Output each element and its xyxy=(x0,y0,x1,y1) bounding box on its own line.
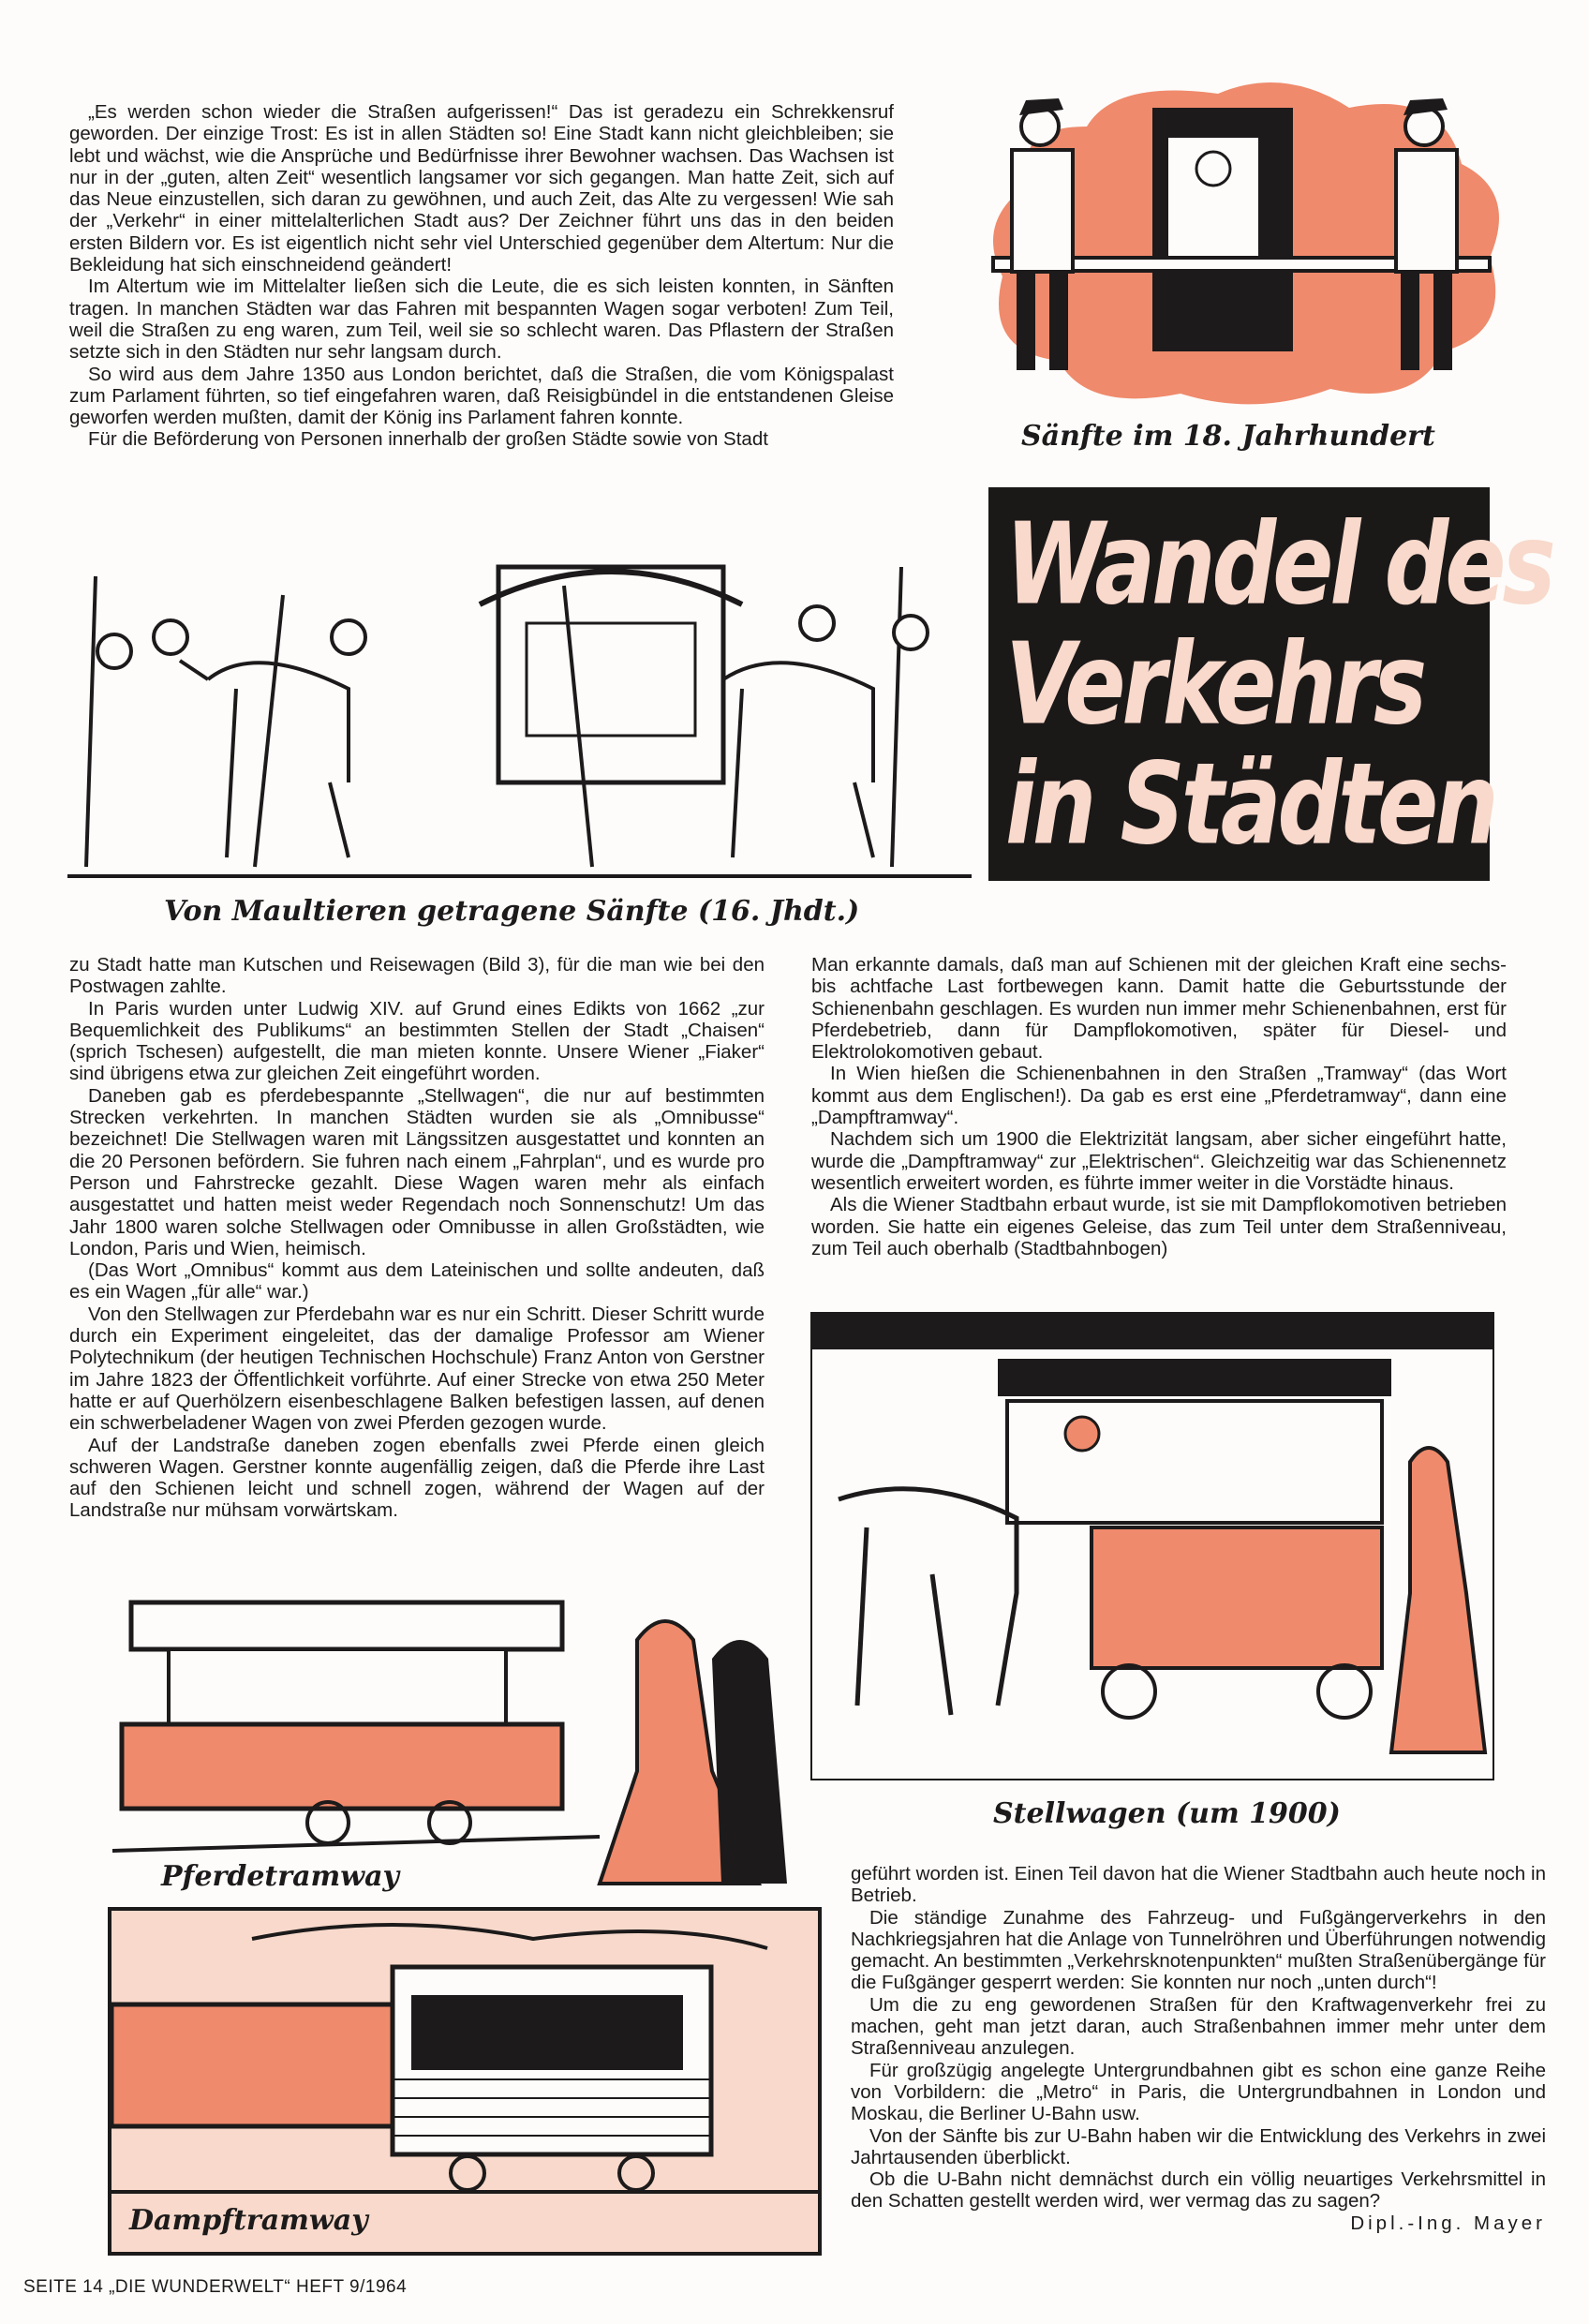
mule-sedan-illustration xyxy=(67,548,972,886)
paragraph: geführt worden ist. Einen Teil davon hat die Wiener Stadtbahn auch heute noch in Betrieb. xyxy=(851,1863,1546,1907)
paragraph: Die ständige Zunahme des Fahrzeug- und Fußgängerverkehrs in den Nachkriegsjahren hat die Anlage von Tunnelröhren und Überführungen notwendig gemacht. An bestimmten „Verkehrsknotenpunkten“ mußten Straßenübergänge für die Fußgänger gesperrt werden: Sie konnten nur noch „unten durch“! xyxy=(851,1906,1546,1994)
paragraph: Daneben gab es pferdebespannte „Stellwagen“, die nur auf bestimmten Strecken verkehrten. In manchen Städten wurden sie als „Omnibusse“ bezeichnet! Die Stellwagen waren mit Längssitzen ausgestattet und konnten an die 20 Personen befördern. Sie fuhren nach einem „Fahrplan“, und es wurde pro Person und Fahrstrecke gezahlt. Diese Wagen waren mehr als einfach ausgestattet und hatten meist weder Regendach noch Sonnenschutz! Um das Jahr 1800 waren solche Stellwagen oder Omnibusse in allen Großstädten, wie London, Paris und Wien, heimisch. xyxy=(69,1084,765,1259)
caption-dampftramway: Dampftramway xyxy=(129,2204,368,2237)
paragraph: Für die Beförderung von Personen innerhalb der großen Städte sowie von Stadt xyxy=(88,428,768,451)
paragraph: Für großzügig angelegte Untergrundbahnen gibt es schon eine ganze Reihe von Vorbildern: die „Metro“ in Paris, die Untergrundbahnen in London und Moskau, die Berliner U-Bahn usw. xyxy=(851,2059,1546,2125)
pferdetramway-illustration xyxy=(112,1584,824,1907)
dampftramway-illustration xyxy=(111,1911,818,2252)
title-line: Wandel des xyxy=(1005,499,1552,630)
article-title xyxy=(988,487,1552,881)
right-column-text xyxy=(811,954,1507,1259)
paragraph: In Wien hießen die Schienenbahnen in den Straßen „Tramway“ (das Wort kommt aus dem Englischen!). Da gab es erst eine „Pferdetramway“, dann eine „Dampftramway“. xyxy=(811,1063,1507,1129)
paragraph: In Paris wurden unter Ludwig XIV. auf Grund eines Edikts von 1662 „zur Bequemlichkeit des Publikums“ an bestimmten Stellen der Stadt „Chaisen“ (sprich Tschesen) aufgestellt, die man mieten konnte. Unsere Wiener „Fiaker“ sind übrigens etwa zur gleichen Zeit eingeführt worden. xyxy=(69,997,765,1085)
paragraph: Im Altertum wie im Mittelalter ließen sich die Leute, die es sich leisten konnten, in Sänften tragen. In manchen Städten war das Fahren mit bespannten Wagen sogar verboten! Zum Teil, weil die Straßen zu eng waren, zum Teil, weil sie so schlecht waren. Das Pflastern der Straßen setzte sich in den Städten nur sehr langsam durch. xyxy=(69,276,894,364)
paragraph: zu Stadt hatte man Kutschen und Reisewagen (Bild 3), für die man wie bei den Postwagen zahlte. xyxy=(69,954,765,998)
paragraph: Man erkannte damals, daß man auf Schienen mit der gleichen Kraft eine sechs- bis achtfache Last fortbewegen kann. Damit hatte die Geburtsstunde der Schienenbahn geschlagen. Es wurden nun immer mehr Schienenbahnen, erst für Pferdebetrieb, dann für Dampflokomotiven, später für Diesel- und Elektrolokomotiven gebaut. xyxy=(811,954,1507,1064)
paragraph: Von der Sänfte bis zur U-Bahn haben wir die Entwicklung des Verkehrs in zwei Jahrtausenden überblickt. xyxy=(851,2124,1546,2168)
stellwagen-illustration xyxy=(810,1312,1494,1780)
caption-stellwagen: Stellwagen (um 1900) xyxy=(993,1797,1341,1830)
page-footer: SEITE 14 „DIE WUNDERWELT“ HEFT 9/1964 xyxy=(23,2277,408,2297)
caption-pferdetramway: Pferdetramway xyxy=(161,1860,399,1893)
left-column-text xyxy=(69,954,765,1522)
paragraph: Als die Wiener Stadtbahn erbaut wurde, ist sie mit Dampflokomotiven betrieben worden. Sie hatte ein eigenes Geleise, das zum Teil unter dem Straßenniveau, zum Teil auch oberhalb (Stadtbahnbogen) xyxy=(811,1194,1507,1259)
title-line: in Städten xyxy=(1005,738,1495,870)
paragraph: Um die zu eng gewordenen Straßen für den Kraftwagenverkehr frei zu machen, geht man jetzt daran, auch Straßenbahnen immer mehr unter dem Straßenniveau anzulegen. xyxy=(851,1993,1546,2060)
paragraph: „Es werden schon wieder die Straßen aufgerissen!“ Das ist geradezu ein Schrekkensruf geworden. Der einzige Trost: Es ist in allen Städten so! Eine Stadt kann nicht gleichbleiben; sie lebt und wächst, wie die Ansprüche und Bedürfnisse ihrer Bewohner wachsen. Das Wachsen ist nur in der „guten, alten Zeit“ wesentlich langsamer vor sich gegangen. Man hatte Zeit, sich auf das Neue einzustellen, sich daran zu gewöhnen, und auch Zeit, das Alte zu vergessen! Wie sah der „Verkehr“ in einer mittelalterlichen Stadt aus? Der Zeichner führt uns das in den beiden ersten Bildern vor. Es ist eigentlich nicht sehr viel Unterschied gegenüber dem Altertum: Nur die Bekleidung hat sich einschneidend geändert! xyxy=(69,101,894,276)
paragraph: Auf der Landstraße daneben zogen ebenfalls zwei Pferde einen gleich schweren Wagen. Gerstner konnte augenfällig zeigen, daß die Pferde ihre Last auf den Schienen leicht und schnell zogen, während der Wagen auf der Landstraße nur mühsam vorwärtskam. xyxy=(69,1434,765,1522)
paragraph: (Das Wort „Omnibus“ kommt aus dem Lateinischen und sollte andeuten, daß es ein Wagen „für alle“ war.) xyxy=(69,1259,765,1304)
paragraph: So wird aus dem Jahre 1350 aus London berichtet, daß die Straßen, die vom Königspalast zum Parlament führten, so tief eingefahren waren, daß Reisigbündel in die entstandenen Gleise geworfen werden mußten, damit der König ins Parlament fahren konnte. xyxy=(69,363,894,429)
title-line: Verkehrs xyxy=(1005,618,1424,750)
author-signature: Dipl.-Ing. Mayer xyxy=(1350,2212,1546,2234)
caption-maultiere: Von Maultieren getragene Sänfte (16. Jhdt.) xyxy=(164,895,860,928)
paragraph: Nachdem sich um 1900 die Elektrizität langsam, aber sicher eingeführt hatte, wurde die „Dampftramway“ zur „Elektrischen“. Gleichzeitig war das Schienennetz wesentlich erweitert worden, es führte immer weiter in die Vorstädte hinaus. xyxy=(811,1128,1507,1194)
closing-text xyxy=(851,1863,1546,2234)
intro-text xyxy=(69,101,894,451)
paragraph: Ob die U-Bahn nicht demnächst durch ein völlig neuartiges Verkehrsmittel in den Schatten gestellt werden wird, wer vermag das zu sagen? xyxy=(851,2168,1546,2212)
caption-saenfte-18: Sänfte im 18. Jahrhundert xyxy=(1021,420,1435,453)
sedan-chair-illustration xyxy=(974,70,1508,422)
paragraph: Von den Stellwagen zur Pferdebahn war es nur ein Schritt. Dieser Schritt wurde durch ein Experiment eingeleitet, das der damalige Professor am Wiener Polytechnikum (der heutigen Technischen Hochschule) Franz Anton von Gerstner im Jahre 1823 der Öffentlichkeit vorführte. Auf einer Strecke von etwa 250 Meter hatte er auf Querhölzern eisenbeschlagene Balken befestigen lassen, auf denen ein schwerbeladener Wagen von zwei Pferden gezogen wurde. xyxy=(69,1303,765,1435)
